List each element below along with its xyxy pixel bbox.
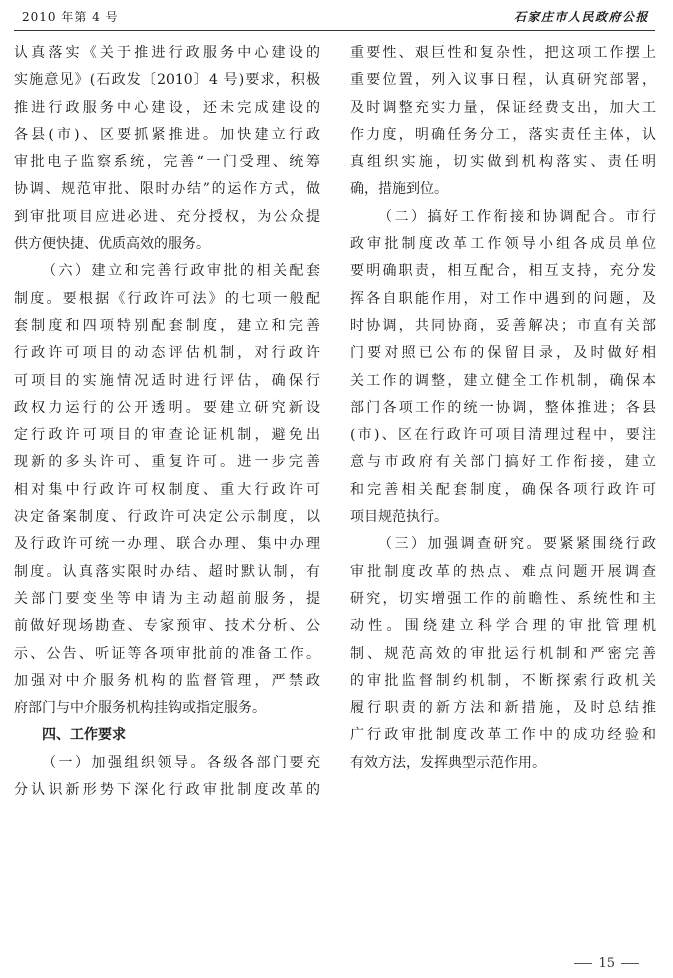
journal-title: 石家庄市人民政府公报 <box>513 10 649 24</box>
text-line: 真组织实施，切实做到机构落实、责任明 <box>350 154 656 171</box>
text-line: 认真落实《关于推进行政服务中心建设的 <box>14 45 320 61</box>
page-number: 15 <box>598 956 615 971</box>
page-header <box>14 6 655 31</box>
text-line: （六）建立和完善行政审批的相关配套 <box>42 263 320 280</box>
text-line: 门要对照已公布的保留目录，及时做好相 <box>350 345 656 362</box>
text-line: (市)、区在行政许可项目清理过程中，要注 <box>350 427 656 444</box>
text-line: 重要位置，列入议事日程，认真研究部署， <box>350 72 656 89</box>
text-line: 府部门与中介服务机构挂钩或指定服务。 <box>14 700 266 717</box>
text-line: 审批电子监察系统，完善“一门受理、统筹 <box>14 154 320 171</box>
text-line: 定行政许可项目的审查论证机制，避免出 <box>14 427 320 444</box>
text-line: 及行政许可统一办理、联合办理、集中办理 <box>14 536 320 553</box>
text-line: （一）加强组织领导。各级各部门要充 <box>42 754 320 771</box>
text-line: 挥各自职能作用，对工作中遇到的问题，及 <box>350 290 656 307</box>
text-line: 关工作的调整，建立健全工作机制，确保本 <box>350 372 656 389</box>
text-line: 实施意见》(石政发〔2010〕4 号)要求，积极 <box>14 72 320 89</box>
text-line: 项目规范执行。 <box>350 509 448 526</box>
footer-dash-left <box>574 963 592 964</box>
text-line: 广行政审批制度改革工作中的成功经验和 <box>350 727 656 744</box>
page-footer <box>568 956 645 971</box>
text-line: 制度。要根据《行政许可法》的七项一般配 <box>14 290 320 307</box>
text-line: 有效方法，发挥典型示范作用。 <box>350 754 546 771</box>
text-line: 政权力运行的公开透明。要建立研究新设 <box>14 399 320 416</box>
text-line: 的审批监督制约机制，不断探索行政机关 <box>350 672 656 689</box>
text-line: 作力度，明确任务分工，落实责任主体，认 <box>350 126 656 143</box>
text-line: 政审批制度改革工作领导小组各成员单位 <box>350 236 656 253</box>
text-line: 相对集中行政许可权制度、重大行政许可 <box>14 481 320 498</box>
text-line: 审批制度改革的热点、难点问题开展调查 <box>350 563 656 580</box>
text-line: 要明确职责，相互配合，相互支持，充分发 <box>350 263 656 280</box>
text-line: 及时调整充实力量，保证经费支出，加大工 <box>350 99 656 116</box>
text-line: 协调、规范审批、限时办结”的运作方式，做 <box>14 181 320 198</box>
text-line: 套制度和四项特别配套制度，建立和完善 <box>14 317 320 334</box>
text-line: 供方便快捷、优质高效的服务。 <box>14 236 210 253</box>
text-line: 到审批项目应进必进、充分授权，为公众提 <box>14 208 320 225</box>
issue-label: 2010 年第 4 号 <box>22 10 119 24</box>
text-line: 现新的多头许可、重复许可。进一步完善 <box>14 454 320 471</box>
text-line: 时协调，共同协商，妥善解决；市直有关部 <box>350 317 656 334</box>
text-line: 分认识新形势下深化行政审批制度改革的 <box>14 782 320 799</box>
text-line: 前做好现场勘查、专家预审、技术分析、公 <box>14 618 320 635</box>
text-line: 确，措施到位。 <box>350 181 448 198</box>
text-line: （二）搞好工作衔接和协调配合。市行 <box>378 208 656 225</box>
text-line: 部门各项工作的统一协调，整体推进；各县 <box>350 399 656 416</box>
right-column <box>350 40 656 777</box>
text-line: 可项目的实施情况适时进行评估，确保行 <box>14 372 320 389</box>
text-line: 决定备案制度、行政许可决定公示制度，以 <box>14 509 320 526</box>
text-line: 各县(市)、区要抓紧推进。加快建立行政 <box>14 126 320 143</box>
text-line: 重要性、艰巨性和复杂性，把这项工作摆上 <box>350 45 656 61</box>
text-line: 行政许可项目的动态评估机制，对行政许 <box>14 345 320 362</box>
text-line: 四、工作要求 <box>42 727 126 744</box>
text-line: 研究，切实增强工作的前瞻性、系统性和主 <box>350 590 656 607</box>
text-line: 意与市政府有关部门搞好工作衔接，建立 <box>350 454 656 471</box>
text-line: 示、公告、听证等各项审批前的准备工作。 <box>14 645 320 662</box>
text-line: 和完善相关配套制度，确保各项行政许可 <box>350 481 656 498</box>
text-line: 制度。认真落实限时办结、超时默认制，有 <box>14 563 320 580</box>
left-column <box>14 40 320 804</box>
text-line: 关部门要变坐等申请为主动超前服务，提 <box>14 590 320 607</box>
text-line: 加强对中介服务机构的监督管理，严禁政 <box>14 672 320 689</box>
text-line: （三）加强调查研究。要紧紧围绕行政 <box>378 536 656 553</box>
footer-dash-right <box>621 963 639 964</box>
text-line: 推进行政服务中心建设，还未完成建设的 <box>14 99 320 116</box>
text-line: 动性。围绕建立科学合理的审批管理机 <box>350 618 656 635</box>
text-line: 制、规范高效的审批运行机制和严密完善 <box>350 645 656 662</box>
text-line: 履行职责的新方法和新措施，及时总结推 <box>350 700 656 717</box>
